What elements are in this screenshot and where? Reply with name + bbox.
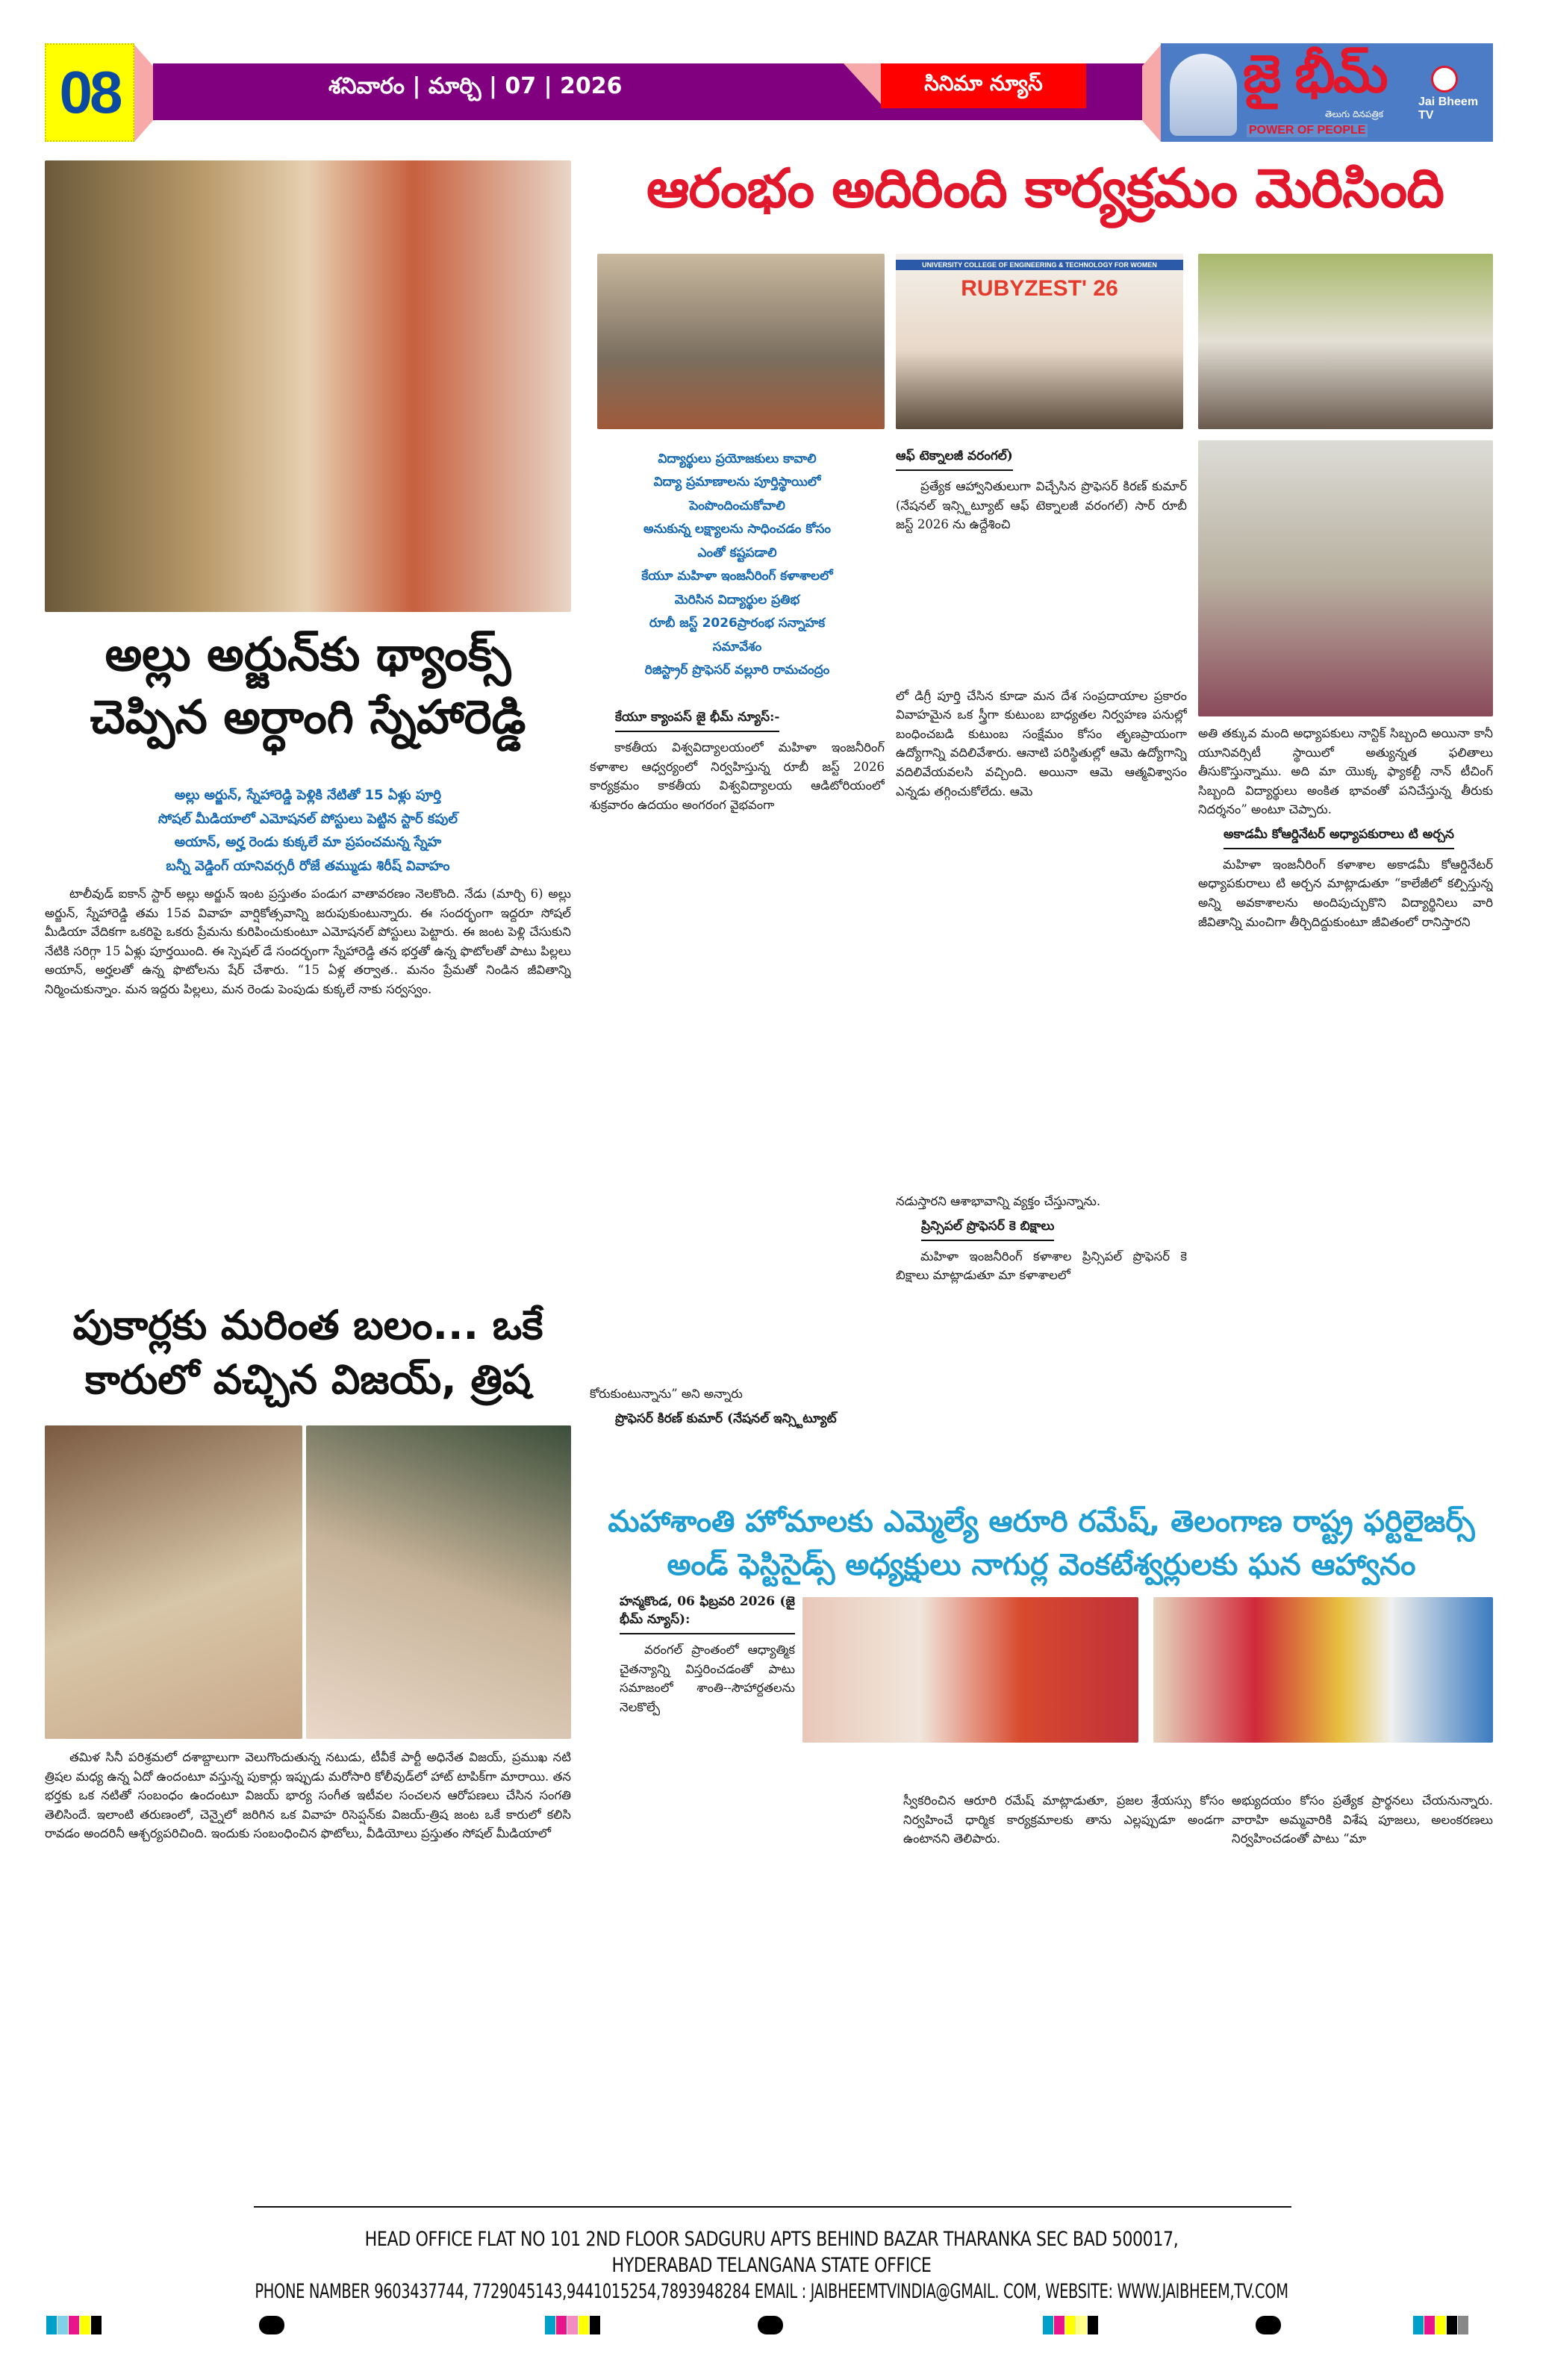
photo-allu-arjun-sneha [45, 160, 571, 612]
registration-mark [758, 2316, 783, 2334]
deck-line: కేయూ మహిళా ఇంజనీరింగ్ కళాశాలలో [641, 569, 833, 584]
photo-event-1 [597, 254, 885, 429]
photo-event-3 [1198, 254, 1493, 429]
color-registration-marks [545, 2316, 601, 2334]
deck-line: విద్యా ప్రమాణాలను పూర్తిస్థాయిలో [653, 475, 821, 490]
headline-allu: అల్లు అర్జున్‌కు థ్యాంక్స్ చెప్పిన అర్ధాంగి స్నేహారెడ్డి [90, 627, 526, 744]
portrait-icon [1170, 54, 1237, 136]
footer-contact: PHONE NAMBER 9603437744, 7729045143,9441015254,7893948284 EMAIL : JAIBHEEMTVINDIA@GMAIL. COM, WEBSITE: WWW.JAIBHEEM,TV.COM [255, 2280, 1288, 2303]
color-registration-marks [1043, 2316, 1099, 2334]
photo-event-stage [896, 254, 1183, 429]
col-rubyzest-2 [896, 444, 1187, 1489]
photo-event-4 [1198, 440, 1493, 716]
logo-tv: Jai Bheem TV [1418, 96, 1479, 122]
registration-mark [1256, 2316, 1281, 2334]
body-allu [45, 884, 571, 1250]
dateline: హన్మకొండ, 06 ఫిబ్రవరి 2026 (జై భీమ్ న్యూస్): [620, 1594, 795, 1634]
paragraph: మహిళా ఇంజనీరింగ్ కళాశాల ప్రిన్సిపల్ ప్రొఫెసర్ కె బిక్షాలు మాట్లాడుతూ మా కళాశాలలో [896, 1249, 1187, 1283]
headline-homam: మహాశాంతి హోమాలకు ఎమ్మెల్యే ఆరూరి రమేష్, తెలంగాణ రాష్ట్ర ఫర్టిలైజర్స్ అండ్ ఫెస్టిసైడ్స్ అధ్యక్షులు నాగుర్ల వెంకటేశ్వర్లులకు ఘన ఆహ్వానం [608, 1505, 1475, 1582]
paragraph: కోరుకుంటున్నాను” అని అన్నారు [590, 1387, 743, 1402]
subhead: అల్లు అర్జున్, స్నేహారెడ్డి పెళ్లికి నేటితో 15 ఏళ్లు పూర్తి [174, 787, 442, 803]
paragraph: తమిళ సినీ పరిశ్రమలో దశాబ్దాలుగా వెలుగొందుతున్న నటుడు, టీవీకే పార్టీ అధినేత విజయ్, ప్రముఖ నటి త్రిషల మధ్య ఉన్న ఏదో ఉందంటూ వస్తున్న పుకార్లు ఇప్పుడు మరోసారి కోలీవుడ్‌లో హాట్ టాపిక్‌గా మారాయి. తన భర్తకు ఒక నటితో సంబంధం ఉందంటూ విజయ్ భార్య సంగీత ఇటీవల సంచలన ఆరోపణలు చేసిన సంగతి తెలిసిందే. ఇలాంటి తరుణంలో, చెన్నైలో జరిగిన ఒక వివాహ రిసెప్షన్‌కు విజయ్-త్రిష జంట ఒకే కారులో కలిసి రావడం అందరినీ ఆశ్చర్యపరిచింది. ఇందుకు సంబంధించిన ఫొటోలు, వీడియోలు ప్రస్తుతం సోషల్ మీడియాలో [45, 1750, 571, 1841]
photo-rubyzest-title: RUBYZEST' 26 [961, 276, 1118, 301]
color-registration-marks [46, 2316, 102, 2334]
dateline: కేయూ క్యాంపస్ జై భీమ్ న్యూస్:- [615, 710, 779, 732]
deck-line: రిజిస్ట్రార్ ప్రొఫెసర్ వల్లూరి రామచంద్రం [644, 662, 830, 678]
deck-line: విద్యార్థులు ప్రయోజకులు కావాలి [658, 452, 817, 466]
header-wedge [1142, 45, 1161, 142]
col-homam-1 [620, 1590, 795, 2172]
footer-divider [254, 2206, 1291, 2208]
col-rubyzest-3 [1198, 724, 1493, 1485]
issue-date: శనివారం | మార్చి | 07 | 2026 [328, 73, 623, 99]
deck-line: పెంపొందించుకోవాలి [689, 498, 785, 513]
subhead: సోషల్ మీడియాలో ఎమోషనల్ పోస్టులు పెట్టిన స్టార్ కపుల్ [158, 810, 458, 827]
subhead: బన్నీ వెడ్డింగ్ యానివర్సరీ రోజే తమ్ముడు శిరీష్ వివాహం [166, 858, 450, 874]
deck-line: మెరిసిన విద్యార్థుల ప్రతిభ [674, 592, 800, 608]
kicker: అకాడమీ కోఆర్డినేటర్ అధ్యాపకురాలు టి అర్చన [1224, 827, 1454, 849]
deck-line: రూబీ జస్ట్ 2026ప్రారంభ సన్నాహక [649, 616, 826, 631]
kicker: ప్రిన్సిపల్ ప్రొఫెసర్ కె బిక్షాలు [921, 1219, 1054, 1241]
deck-rubyzest [590, 448, 885, 682]
photo-banner-text: UNIVERSITY COLLEGE OF ENGINEERING & TECHNOLOGY FOR WOMEN [896, 260, 1183, 270]
registration-mark [259, 2316, 284, 2334]
paragraph: అతి తక్కువ మంది అధ్యాపకులు నాన్టిక్ సిబ్బంది అయినా కానీ యూనివర్సిటీ స్థాయిలో అత్యున్నత ఫలితాలు తీసుకొస్తున్నాము. అది మా యొక్క ఫ్యాకల్టీ నాన్ టీచింగ్ సిబ్బంది విద్యార్థులు అంకిత భావంతో పనిచేస్తున్న తీరుకు నిదర్శనం” అంటూ చెప్పారు. [1198, 726, 1493, 817]
page-number: 08 [45, 43, 134, 142]
deck-line: ఎంతో కష్టపడాలి [697, 545, 777, 560]
seal-icon [1431, 66, 1458, 93]
subheads-allu [45, 784, 571, 878]
photo-vijay-1 [45, 1425, 302, 1739]
headline-rubyzest: ఆరంభం అదిరింది కార్యక్రమం మెరిసింది [646, 157, 1444, 219]
paragraph: లో డిగ్రీ పూర్తి చేసిన కూడా మన దేశ సంప్రదాయాల ప్రకారం వివాహమైన ఒక స్త్రీగా కుటుంబ బాధ్యతల నిర్వహణ పనుల్లో బంధించబడి కుటుంబ సంక్షేమం కోసం తృణప్రాయంగా ఉద్యోగాన్ని వదిలివేశారు. ఆనాటి పరిస్థితుల్లో ఆమె ఉద్యోగాన్ని వదిలివేయవలసి వచ్చింది. అయినా ఆమె ఆత్మవిశ్వాసం ఎన్నడు తగ్గించుకోలేదు. ఆమె [896, 688, 1187, 799]
paragraph: అభ్యుదయం కోసం ప్రత్యేక ప్రార్థనలు చేయనున్నారు. వారాహి అమ్మవారికి విశేష పూజలు, అలంకరణలు నిర్వహించడంతో పాటు “మా [1232, 1793, 1493, 1846]
header-wedge [134, 45, 153, 142]
col-homam-2 [903, 1791, 1224, 2172]
paragraph: వరంగల్ ప్రాంతంలో ఆధ్యాత్మిక చైతన్యాన్ని విస్తరించడంతో పాటు సమాజంలో శాంతి--సౌహార్దతలను నెలకొల్పే [620, 1643, 795, 1714]
headline-vijay: పుకార్లకు మరింత బలం... ఒకే కారులో వచ్చిన విజయ్, త్రిష [72, 1302, 543, 1403]
section-label: సినిమా న్యూస్ [881, 63, 1086, 108]
paragraph: నడుస్తారని ఆశాభావాన్ని వ్యక్తం చేస్తున్నాను. [896, 1194, 1101, 1209]
logo-tagline: POWER OF PEOPLE [1247, 124, 1368, 137]
photo-vijay-2 [306, 1425, 571, 1739]
deck-line: సమావేశం [712, 639, 762, 655]
paragraph: స్వీకరించిన ఆరూరి రమేష్ మాట్లాడుతూ, ప్రజల శ్రేయస్సు కోసం నిర్వహించే ధార్మిక కార్యక్రమాలకు తాను ఎల్లప్పుడూ అండగా ఉంటానని తెలిపారు. [903, 1793, 1224, 1846]
paragraph: కాకతీయ విశ్వవిద్యాలయంలో మహిళా ఇంజనీరింగ్ కళాశాల ఆధ్వర్యంలో నిర్వహిస్తున్న రూబీ జస్ట్ 2026 కార్యక్రమం కాకతీయ విశ్వవిద్యాలయ ఆడిటోరియంలో శుక్రవారం ఉదయం అంగరంగ వైభవంగా [590, 740, 885, 812]
color-registration-marks [1413, 2316, 1469, 2334]
footer-address: HEAD OFFICE FLAT NO 101 2ND FLOOR SADGURU APTS BEHIND BAZAR THARANKA SEC BAD 500017, [364, 2228, 1179, 2251]
paragraph: మహిళా ఇంజనీరింగ్ కళాశాల అకాడమీ కోఆర్డినేటర్ అధ్యాపకురాలు టి అర్చన మాట్లాడుతూ “కాలేజీలో కల్పిస్తున్న అన్ని అవకాశాలను అందిపుచ్చుకొని విద్యార్థినిలు వారి జీవితాన్ని మంచిగా తీర్చిదిద్దుకుంటూ జీవితంలో రానిస్తారని [1198, 857, 1493, 929]
kicker: ప్రొఫెసర్ కిరణ్ కుమార్ (నేషనల్ ఇన్స్టిట్యూట్ [615, 1411, 837, 1426]
photo-homam-1 [802, 1597, 1138, 1743]
deck-line: అనుకున్న లక్ష్యాలను సాధించడం కోసం [643, 522, 832, 537]
paragraph: టాలీవుడ్ ఐకాన్ స్టార్ అల్లు అర్జున్ ఇంట ప్రస్తుతం పండుగ వాతావరణం నెలకొంది. నేడు (మార్చి 6) అల్లు అర్జున్, స్నేహారెడ్డి తమ 15వ వివాహ వార్షికోత్సవాన్ని జరుపుకుంటున్నారు. ఈ సందర్భంగా ఇద్దరూ సోషల్ మీడియా వేదికగా ఒకరిపై ఒకరు ప్రేమను కురిపించుకుంటూ ఎమోషనల్ పోస్టులు పెట్టారు. ఈ జంట పెళ్లి చేసుకుని నేటికి సరిగ్గా 15 ఏళ్లు పూర్తయింది. ఈ స్పెషల్ డే సందర్భంగా స్నేహారెడ్డి తన భర్తతో ఉన్న ఫొటోలతో పాటు పిల్లలు అయాన్, అర్హలతో ఉన్న ఫొటోలను షేర్ చేశారు. “15 ఏళ్ల తర్వాత.. మనం ప్రేమతో నిండిన జీవితాన్ని నిర్మించుకున్నాం. మన ఇద్దరు పిల్లలు, మన రెండు పెంపుడు కుక్కలే నాకు సర్వస్వం. [45, 887, 571, 996]
newspaper-logo [1161, 43, 1493, 142]
paragraph: ప్రత్యేక ఆహ్వానితులుగా విచ్చేసిన ప్రొఫెసర్ కిరణ్ కుమార్ (నేషనల్ ఇన్స్టిట్యూట్ ఆఫ్ టెక్నాలజీ వరంగల్) సార్ రూబీ జస్ట్ 2026 ను ఉద్దేశించి [896, 479, 1187, 532]
logo-name: జై భీమ్ [1243, 43, 1386, 104]
col-rubyzest-1 [590, 705, 885, 1489]
col-homam-3 [1232, 1791, 1493, 2172]
subhead: అయాన్, అర్హ రెండు కుక్కలే మా ప్రపంచమన్న స్నేహ [174, 834, 442, 850]
footer-office: HYDERABAD TELANGANA STATE OFFICE [611, 2254, 932, 2277]
photo-homam-2 [1153, 1597, 1493, 1743]
body-vijay [45, 1748, 571, 2166]
logo-subtitle: తెలుగు దినపత్రిక [1325, 109, 1384, 119]
kicker: ఆఫ్ టెక్నాలజీ వరంగల్) [896, 449, 1013, 471]
